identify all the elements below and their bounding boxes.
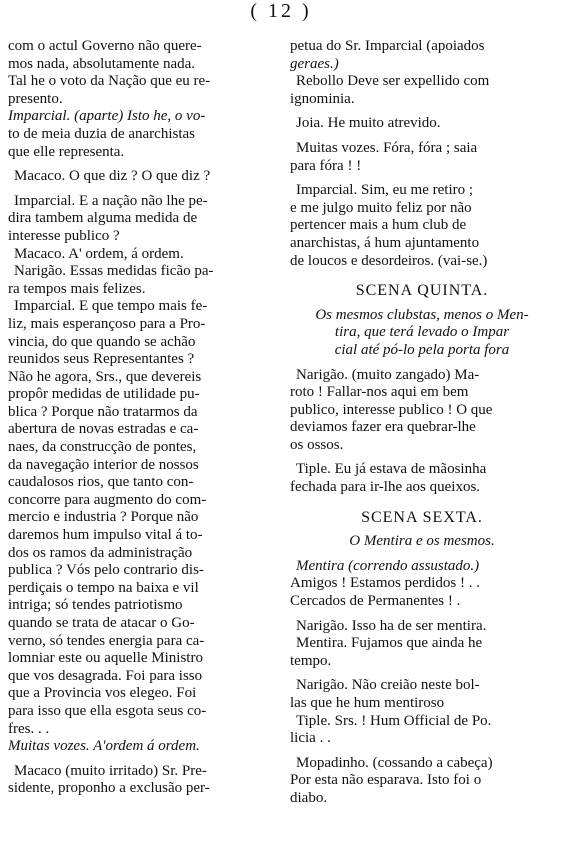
text-line: Imparcial. E que tempo mais fe- [14, 298, 208, 315]
text-line: Narigão. Isso ha de ser mentira. [296, 617, 487, 634]
text-line: os ossos. [290, 436, 344, 453]
text-line: pertencer mais a hum club de [290, 217, 467, 234]
scene-heading: SCENA QUINTA. [355, 282, 489, 300]
text-line: Macaco. A' ordem, á ordem. [14, 245, 184, 262]
text-line: publico, interesse publico ! O que [290, 401, 493, 418]
text-line: to de meia duzia de anarchistas [8, 125, 196, 142]
text-line: Tiple. Eu já estava de mãosinha [296, 461, 487, 478]
text-line: verno, só tendes energia para ca- [8, 632, 205, 649]
text-line: ignominia. [290, 90, 355, 107]
text-line: Narigão. Essas medidas ficão pa- [14, 263, 214, 280]
text-line: para isso que ella esgota seus co- [8, 702, 207, 719]
text-line: Narigão. Não creião neste bol- [296, 677, 480, 694]
text-line: blica ? Porque não tratarmos da [8, 403, 198, 420]
text-line: Macaco. O que diz ? O que diz ? [14, 168, 211, 185]
text-line: Muitas vozes. Fóra, fóra ; saia [296, 139, 478, 156]
text-line: propôr medidas de utilidade pu- [8, 386, 200, 403]
page-number: ( 12 ) [250, 0, 312, 22]
text-line: dira tambem alguma medida de [8, 210, 198, 227]
text-line: reunidos seus Representantes ? [8, 351, 195, 368]
left-column [8, 38, 272, 798]
stage-direction: Os mesmos clubstas, menos o Men- [315, 306, 529, 323]
text-line: anarchistas, á hum ajuntamento [290, 234, 480, 251]
text-line: liz, mais esperançoso para a Pro- [8, 315, 206, 332]
text-line: Macaco (muito irritado) Sr. Pre- [14, 762, 207, 779]
text-line: Por esta não esparava. Isto foi o [290, 772, 482, 789]
text-line: Mopadinho. (cossando a cabeça) [296, 754, 493, 771]
text-line: intriga; só tendes patriotismo [8, 597, 183, 614]
text-line: mos nada, absolutamente nada. [8, 55, 196, 72]
text-line: las que he hum mentiroso [290, 695, 445, 711]
text-line: concorre para augmento do com- [8, 491, 207, 508]
text-line: naes, da construcção de pontes, [8, 439, 197, 456]
scene-heading: SCENA SEXTA. [361, 508, 483, 526]
text-line: diabo. [290, 789, 328, 806]
text-line: vincia, do que quando se achão [8, 333, 196, 350]
text-line: Tiple. Srs. ! Hum Official de Po. [296, 712, 492, 729]
right-column [290, 38, 554, 808]
text-line: quando se trata de atacar o Go- [8, 615, 195, 631]
text-line: dos os ramos da administração [8, 544, 193, 561]
text-line: petua do Sr. Imparcial (apoiados [290, 38, 485, 54]
text-line: sidente, proponho a exclusão per- [8, 780, 210, 797]
stage-direction: O Mentira e os mesmos. [349, 533, 495, 550]
text-line: com o actul Governo não quere- [8, 38, 202, 54]
text-line: Joia. He muito atrevido. [296, 115, 441, 132]
text-line: Narigão. (muito zangado) Ma- [296, 366, 480, 383]
text-line: mercio e industria ? Porque não [8, 509, 199, 526]
text-line: geraes.) [290, 55, 339, 72]
text-line: Muitas vozes. A'ordem á ordem. [8, 738, 200, 755]
text-line: ra tempos mais felizes. [8, 280, 146, 297]
text-line: da navegação interior de nossos [8, 456, 199, 473]
text-line: que vos desagrada. Foi para isso [8, 667, 203, 684]
text-line: de loucos e desordeiros. (vai-se.) [290, 252, 488, 269]
text-line: interesse publico ? [8, 227, 120, 244]
text-line: Amigos ! Estamos perdidos ! . . [290, 575, 480, 592]
text-line: caudalosos rios, que tanto con- [8, 474, 194, 491]
text-line: deviamos fazer era quebrar-lhe [290, 419, 476, 436]
text-line: Mentira (correndo assustado.) [296, 557, 480, 574]
text-line: que elle representa. [8, 143, 125, 160]
text-line: Não he agora, Srs., que devereis [8, 368, 202, 385]
text-line: publica ? Vós pelo contrario dis- [8, 562, 204, 579]
text-line: Imparcial. Sim, eu me retiro ; [296, 182, 474, 199]
stage-direction: tira, que terá levado o Impar [334, 324, 510, 341]
text-line: para fóra ! ! [290, 157, 362, 174]
text-line: Imparcial. E a nação não lhe pe- [14, 192, 208, 209]
text-line: Rebollo Deve ser expellido com [296, 73, 490, 90]
text-line: daremos hum impulso vital á to- [8, 527, 203, 544]
text-line: roto ! Fallar-nos aqui em bem [290, 384, 469, 401]
text-line: fechada para ir-lhe aos queixos. [290, 479, 481, 496]
text-line: perdiçais o tempo na baixa e vil [8, 579, 199, 596]
text-line: presento. [8, 90, 63, 107]
text-line: lomniar este ou aquelle Ministro [8, 650, 203, 667]
stage-direction: cial até pó-lo pela porta fora [334, 341, 510, 358]
text-line: abertura de novas estradas e ca- [8, 421, 199, 438]
text-line: e me julgo muito feliz por não [290, 199, 472, 216]
text-line: Mentira. Fujamos que ainda he [296, 635, 483, 652]
text-line: que a Provincia vos elegeo. Foi [8, 685, 197, 702]
text-line: Cercados de Permanentes ! . [290, 593, 461, 610]
text-line: Tal he o voto da Nação que eu re- [8, 73, 211, 90]
text-line: tempo. [290, 652, 332, 669]
text-line: fres. . . [8, 720, 50, 737]
text-line: licia . . [290, 730, 331, 747]
text-line: Imparcial. (aparte) Isto he, o vo- [8, 108, 206, 125]
